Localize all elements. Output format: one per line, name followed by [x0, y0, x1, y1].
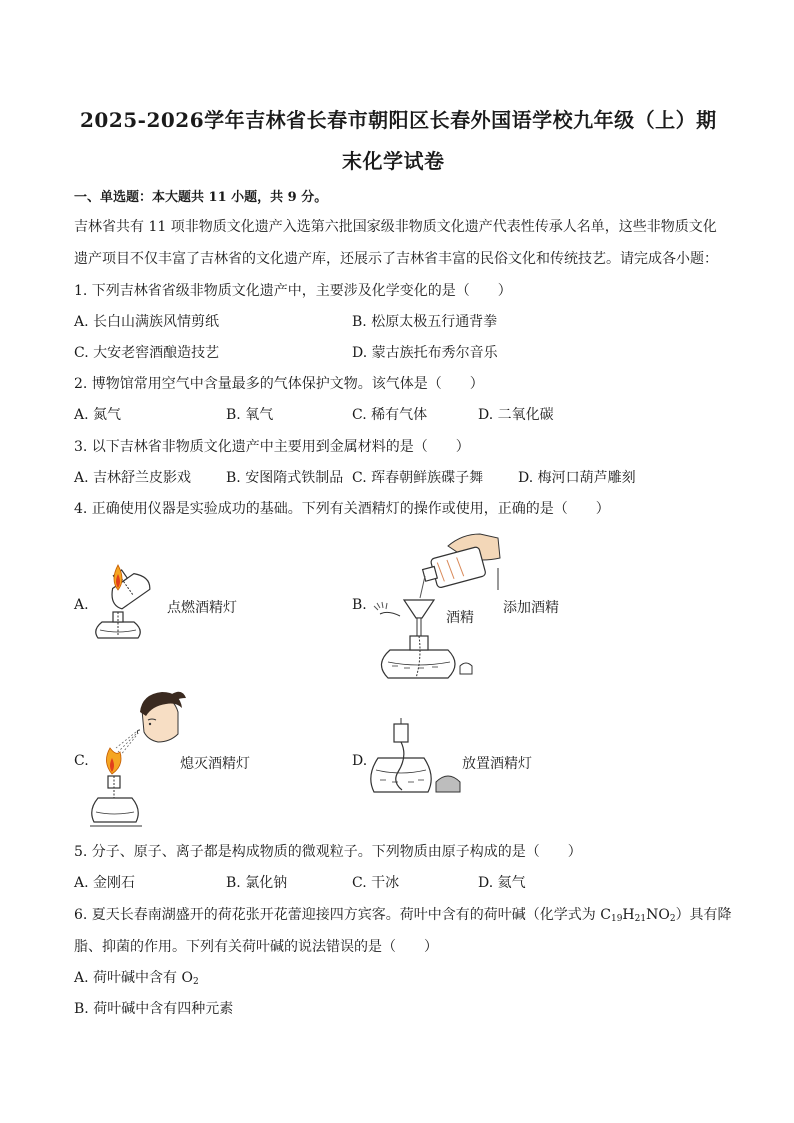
- q3-option-d[interactable]: D. 梅河口葫芦雕刻: [518, 470, 636, 486]
- q1-option-a[interactable]: A. 长白山满族风情剪纸: [74, 314, 220, 330]
- q6-stem-post: ）具有降: [675, 907, 732, 923]
- lamp-placement-figure: [368, 716, 468, 800]
- q2-option-c[interactable]: C. 稀有气体: [352, 407, 428, 423]
- q3-option-b[interactable]: B. 安图隋式铁制品: [226, 470, 344, 486]
- q2-option-b[interactable]: B. 氧气: [226, 407, 274, 423]
- q5-option-b[interactable]: B. 氯化钠: [226, 875, 288, 891]
- page-title-line2: 末化学试卷: [342, 149, 445, 173]
- q2-option-d[interactable]: D. 二氧化碳: [478, 407, 554, 423]
- lamp-lighting-figure: [88, 560, 168, 660]
- q2-option-a[interactable]: A. 氮气: [74, 407, 122, 423]
- q4-option-d-caption: 放置酒精灯: [462, 756, 532, 772]
- q4-option-a-letter[interactable]: A.: [74, 597, 89, 613]
- intro-line2: 遗产项目不仅丰富了吉林省的文化遗产库，还展示了吉林省丰富的民俗文化和传统技艺。请完成各小题：: [74, 251, 718, 267]
- lamp-refill-figure: [370, 528, 510, 688]
- section-heading: 一、单选题：本大题共 11 小题，共 9 分。: [74, 190, 328, 205]
- q5-option-d[interactable]: D. 氦气: [478, 875, 526, 891]
- q1-stem: 1. 下列吉林省省级非物质文化遗产中，主要涉及化学变化的是（ ）: [74, 283, 512, 299]
- q4-option-a-caption: 点燃酒精灯: [167, 600, 237, 616]
- q6-formula-h: H: [622, 907, 635, 923]
- q1-option-b[interactable]: B. 松原太极五行通背拳: [352, 314, 498, 330]
- lamp-blowing-figure: [90, 690, 190, 830]
- q4-option-b-label: 酒精: [446, 610, 474, 626]
- q6-option-a-text: A. 荷叶碱中含有 O: [74, 970, 193, 986]
- q3-option-c[interactable]: C. 珲春朝鲜族碟子舞: [352, 470, 484, 486]
- q3-stem: 3. 以下吉林省非物质文化遗产中主要用到金属材料的是（ ）: [74, 439, 470, 455]
- q3-option-a[interactable]: A. 吉林舒兰皮影戏: [74, 470, 192, 486]
- q6-stem-line2: 脂、抑菌的作用。下列有关荷叶碱的说法错误的是（ ）: [74, 939, 438, 955]
- intro-line1: 吉林省共有 11 项非物质文化遗产入选第六批国家级非物质文化遗产代表性传承人名单，这些非物质文化: [74, 219, 717, 235]
- q5-option-a[interactable]: A. 金刚石: [74, 875, 136, 891]
- q4-option-c-letter[interactable]: C.: [74, 753, 89, 769]
- page-title-line1: 2025-2026学年吉林省长春市朝阳区长春外国语学校九年级（上）期: [80, 108, 717, 132]
- q6-formula-sub3: 2: [669, 914, 676, 924]
- q6-option-a[interactable]: [74, 967, 199, 987]
- q1-option-d[interactable]: D. 蒙古族托布秀尔音乐: [352, 345, 498, 361]
- q6-formula-no: NO: [646, 907, 670, 923]
- q4-option-c-caption: 熄灭酒精灯: [180, 756, 250, 772]
- q5-option-c[interactable]: C. 干冰: [352, 875, 400, 891]
- q6-formula-sub1: 19: [610, 914, 623, 924]
- q6-stem-pre: 6. 夏天长春南湖盛开的荷花张开花蕾迎接四方宾客。荷叶中含有的荷叶碱（化学式为 C: [74, 907, 611, 923]
- q2-stem: 2. 博物馆常用空气中含量最多的气体保护文物。该气体是（ ）: [74, 376, 484, 392]
- q6-option-a-sub: 2: [192, 977, 199, 987]
- q6-option-b[interactable]: B. 荷叶碱中含有四种元素: [74, 1001, 234, 1017]
- q4-option-b-letter[interactable]: B.: [352, 597, 367, 613]
- q6-stem-line1: [74, 904, 732, 924]
- q6-formula-sub2: 21: [634, 914, 647, 924]
- q1-option-c[interactable]: C. 大安老窖酒酿造技艺: [74, 345, 220, 361]
- q4-stem: 4. 正确使用仪器是实验成功的基础。下列有关酒精灯的操作或使用，正确的是（ ）: [74, 501, 610, 517]
- q5-stem: 5. 分子、原子、离子都是构成物质的微观粒子。下列物质由原子构成的是（ ）: [74, 844, 582, 860]
- q4-option-b-caption: 添加酒精: [503, 600, 559, 616]
- q4-option-d-letter[interactable]: D.: [352, 753, 368, 769]
